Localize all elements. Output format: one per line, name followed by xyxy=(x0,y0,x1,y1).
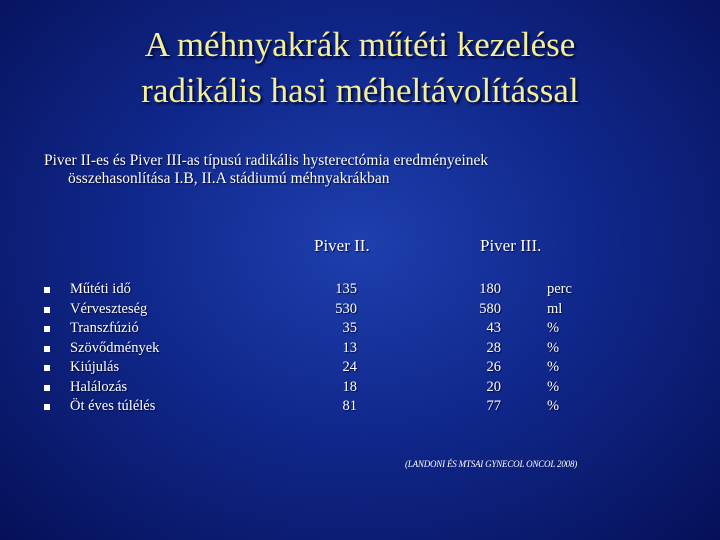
bullet-square-icon xyxy=(44,326,50,332)
row-label: Műtéti idő xyxy=(70,281,131,297)
piver-3-value: 43 xyxy=(486,320,501,336)
slide-title-line-1: A méhnyakrák műtéti kezelése xyxy=(144,25,576,64)
piver-3-value: 28 xyxy=(486,339,501,356)
row-unit: perc xyxy=(547,281,572,297)
piver-2-value: 135 xyxy=(335,281,357,297)
table-row xyxy=(0,300,720,320)
table-row xyxy=(0,397,720,417)
slide-title xyxy=(0,22,720,114)
bullet-square-icon xyxy=(44,346,50,352)
piver-2-value: 81 xyxy=(342,398,357,414)
piver-2-value: 35 xyxy=(342,320,357,336)
row-unit: % xyxy=(547,339,560,356)
table-row xyxy=(0,358,720,378)
row-unit: ml xyxy=(547,300,563,317)
row-label: Öt éves túlélés xyxy=(70,398,156,414)
slide-title-line-2: radikális hasi méheltávolítással xyxy=(141,71,579,110)
piver-3-value: 180 xyxy=(479,281,501,297)
piver-3-value: 26 xyxy=(486,359,501,375)
citation: (LANDONI ÉS MTSAI GYNECOL ONCOL 2008) xyxy=(405,459,578,469)
bullet-square-icon xyxy=(44,287,50,293)
row-label: Vérveszteség xyxy=(70,300,148,317)
piver-2-value: 13 xyxy=(342,339,357,356)
piver-3-value: 77 xyxy=(486,398,501,414)
piver-2-value: 18 xyxy=(342,378,357,395)
column-header-piver-2: Piver II. xyxy=(314,236,370,255)
subtitle-line-2: összehasonlítása I.B, II.A stádiumú méhnyakrákban xyxy=(68,170,390,187)
slide-subtitle xyxy=(44,152,684,188)
bullet-square-icon xyxy=(44,307,50,313)
bullet-square-icon xyxy=(44,404,50,410)
table-row xyxy=(0,280,720,300)
table-row xyxy=(0,339,720,359)
column-header-piver-3: Piver III. xyxy=(480,236,542,255)
piver-2-value: 24 xyxy=(342,359,357,375)
table-row xyxy=(0,319,720,339)
piver-2-value: 530 xyxy=(335,300,357,317)
table-row xyxy=(0,378,720,398)
bullet-square-icon xyxy=(44,365,50,371)
piver-3-value: 20 xyxy=(486,378,501,395)
piver-3-value: 580 xyxy=(479,300,501,317)
row-label: Kiújulás xyxy=(70,359,120,375)
bullet-square-icon xyxy=(44,385,50,391)
row-label: Transzfúzió xyxy=(70,320,139,336)
row-unit: % xyxy=(547,359,560,375)
row-unit: % xyxy=(547,398,560,414)
subtitle-line-1: Piver II-es és Piver III-as típusú radikális hysterectómia eredményeinek xyxy=(44,152,489,169)
row-label: Szövődmények xyxy=(70,339,160,356)
row-unit: % xyxy=(547,320,560,336)
row-label: Halálozás xyxy=(70,378,128,395)
comparison-table xyxy=(0,280,720,417)
row-unit: % xyxy=(547,378,560,395)
